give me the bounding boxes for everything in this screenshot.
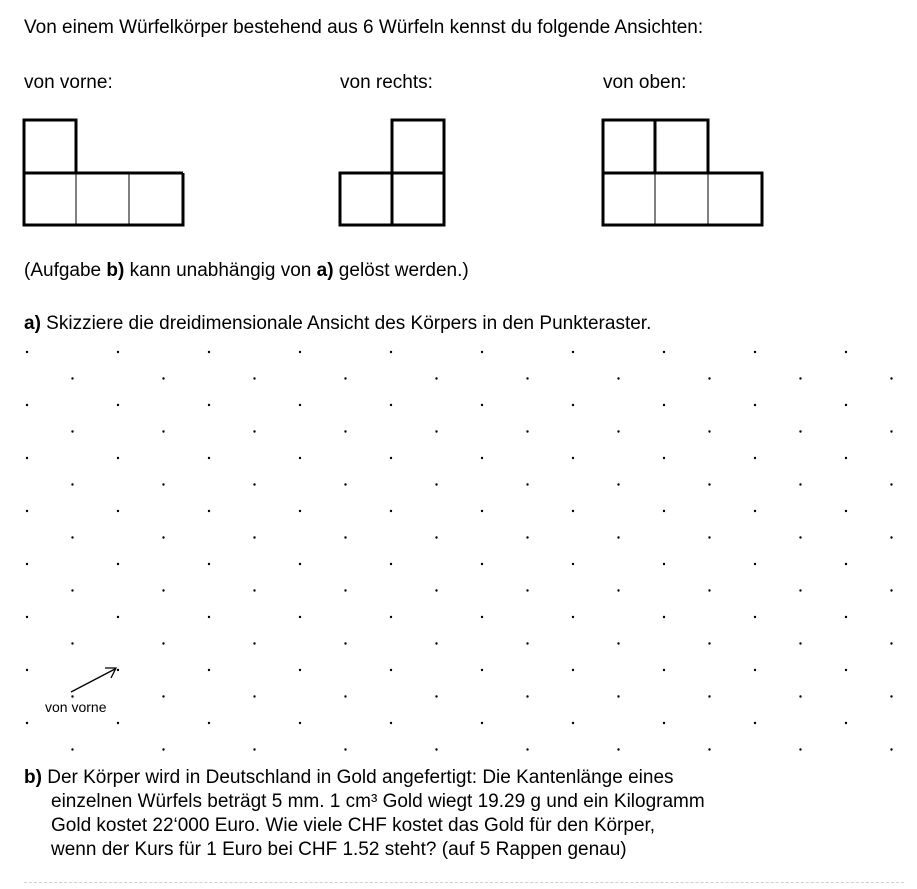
grid-dot <box>481 510 483 512</box>
grid-dot <box>754 563 756 565</box>
grid-dot <box>435 695 437 697</box>
task-a-text: Skizziere die dreidimensionale Ansicht des Körpers in den Punkteraster. <box>40 313 652 334</box>
grid-dot <box>299 722 301 724</box>
front-view-drawing <box>22 118 188 228</box>
grid-dot <box>435 430 437 432</box>
task-a <box>24 313 651 335</box>
grid-dot <box>572 351 574 353</box>
grid-dot <box>845 351 847 353</box>
task-b: b) Der Körper wird in Deutschland in Gold angefertigt: Die Kantenlänge eines einzelnen Würfels beträgt 5 mm. 1 cm³ Gold wiegt 19.29 g und ein Kilogramm Gold kostet 22‘000 Euro. Wie viele CHF kostet das Gold für den Körper, wenn der Kurs für 1 Euro bei CHF 1.52 steht? (auf 5 Rappen genau) <box>24 767 705 860</box>
grid-dot <box>299 510 301 512</box>
grid-dot <box>663 351 665 353</box>
grid-dot <box>117 510 119 512</box>
grid-dot <box>572 616 574 618</box>
grid-dot <box>162 748 164 750</box>
grid-dot <box>754 616 756 618</box>
grid-dot <box>481 563 483 565</box>
grid-dot <box>617 430 619 432</box>
grid-dot <box>526 377 528 379</box>
grid-dot <box>299 404 301 406</box>
grid-dot <box>390 563 392 565</box>
grid-dot <box>663 563 665 565</box>
task-b-label: b) <box>24 767 42 788</box>
grid-dot <box>799 748 801 750</box>
grid-dot <box>481 457 483 459</box>
grid-dot <box>708 536 710 538</box>
grid-dot <box>390 457 392 459</box>
grid-dot <box>26 351 28 353</box>
bottom-rule <box>24 882 904 883</box>
grid-dot <box>208 457 210 459</box>
grid-dot <box>162 483 164 485</box>
grid-dot <box>117 404 119 406</box>
grid-dot <box>799 695 801 697</box>
grid-dot <box>71 695 73 697</box>
grid-dot <box>253 748 255 750</box>
grid-dot <box>253 430 255 432</box>
grid-dot <box>481 616 483 618</box>
independence-note: (Aufgabe b) kann unabhängig von a) gelöst werden.) <box>24 260 469 281</box>
grid-dot <box>208 722 210 724</box>
isometric-dot-grid[interactable] <box>0 340 917 760</box>
grid-dot <box>890 642 892 644</box>
grid-dot <box>799 642 801 644</box>
grid-dot <box>208 669 210 671</box>
grid-dot <box>617 483 619 485</box>
grid-dot <box>799 536 801 538</box>
grid-dot <box>708 377 710 379</box>
grid-dot <box>708 589 710 591</box>
grid-dot <box>572 404 574 406</box>
grid-dot <box>435 483 437 485</box>
grid-dot <box>344 377 346 379</box>
grid-dot <box>572 510 574 512</box>
grid-dot <box>572 722 574 724</box>
task-a-label: a) <box>24 313 41 334</box>
grid-dot <box>117 457 119 459</box>
right-view-drawing <box>338 118 448 228</box>
grid-dot <box>890 377 892 379</box>
grid-dot <box>754 351 756 353</box>
grid-dot <box>71 430 73 432</box>
grid-dot <box>71 536 73 538</box>
grid-dot <box>117 351 119 353</box>
grid-dot <box>299 457 301 459</box>
grid-dot <box>663 722 665 724</box>
grid-dot <box>26 404 28 406</box>
grid-dot <box>390 669 392 671</box>
grid-dot <box>299 563 301 565</box>
grid-dot <box>663 669 665 671</box>
grid-dot <box>890 483 892 485</box>
grid-dot <box>299 669 301 671</box>
grid-dot <box>435 589 437 591</box>
top-view-drawing <box>601 118 767 228</box>
grid-dot <box>390 510 392 512</box>
grid-dot <box>344 536 346 538</box>
grid-dot <box>663 616 665 618</box>
grid-dot <box>572 669 574 671</box>
grid-dot <box>663 404 665 406</box>
grid-dot <box>299 351 301 353</box>
grid-dot <box>344 748 346 750</box>
grid-dot <box>117 722 119 724</box>
front-view-label: von vorne: <box>24 72 113 93</box>
grid-dot <box>71 483 73 485</box>
grid-dot <box>390 404 392 406</box>
grid-dot <box>799 483 801 485</box>
grid-dot <box>162 430 164 432</box>
grid-dot <box>617 695 619 697</box>
grid-dot <box>708 642 710 644</box>
grid-dot <box>617 642 619 644</box>
grid-dot <box>481 669 483 671</box>
grid-dot <box>617 589 619 591</box>
grid-dot <box>890 748 892 750</box>
grid-dot <box>799 430 801 432</box>
grid-dot <box>344 642 346 644</box>
grid-dot <box>208 616 210 618</box>
grid-dot <box>708 695 710 697</box>
front-direction-arrow <box>71 668 116 692</box>
grid-dot <box>799 377 801 379</box>
grid-dot <box>845 510 847 512</box>
grid-dot <box>253 642 255 644</box>
grid-dot <box>845 457 847 459</box>
grid-dot <box>117 616 119 618</box>
grid-dot <box>526 695 528 697</box>
grid-dot <box>526 536 528 538</box>
grid-dot <box>253 483 255 485</box>
grid-dot <box>890 589 892 591</box>
grid-dot <box>617 748 619 750</box>
grid-dot <box>799 589 801 591</box>
grid-dot <box>845 404 847 406</box>
grid-dot <box>754 669 756 671</box>
grid-dot <box>344 483 346 485</box>
grid-dot <box>117 563 119 565</box>
grid-dot <box>26 616 28 618</box>
grid-dot <box>208 510 210 512</box>
grid-dot <box>299 616 301 618</box>
grid-dot <box>390 722 392 724</box>
grid-dot <box>526 748 528 750</box>
grid-dot <box>26 722 28 724</box>
grid-dot <box>526 642 528 644</box>
grid-dot <box>162 589 164 591</box>
grid-dot <box>26 563 28 565</box>
grid-dot <box>754 457 756 459</box>
grid-dot <box>26 510 28 512</box>
grid-dot <box>663 457 665 459</box>
grid-dot <box>435 642 437 644</box>
grid-dot <box>526 483 528 485</box>
grid-dot <box>390 351 392 353</box>
grid-dot <box>162 695 164 697</box>
grid-dot <box>890 536 892 538</box>
grid-dot <box>708 430 710 432</box>
grid-dot <box>708 748 710 750</box>
grid-dot <box>344 430 346 432</box>
top-view-label: von oben: <box>603 72 687 93</box>
grid-dot <box>526 430 528 432</box>
grid-dot <box>117 669 119 671</box>
grid-dot <box>162 642 164 644</box>
grid-dot <box>390 616 392 618</box>
grid-dot <box>253 695 255 697</box>
grid-dot <box>208 563 210 565</box>
grid-dot <box>162 377 164 379</box>
grid-dot <box>71 589 73 591</box>
grid-dot <box>253 589 255 591</box>
grid-dot <box>526 589 528 591</box>
grid-dot <box>26 457 28 459</box>
grid-dot <box>435 536 437 538</box>
grid-dot <box>481 722 483 724</box>
grid-dot <box>71 748 73 750</box>
grid-dot <box>708 483 710 485</box>
arrow-label: von vorne <box>45 699 107 715</box>
grid-dot <box>617 536 619 538</box>
grid-dot <box>435 377 437 379</box>
grid-dot <box>481 351 483 353</box>
grid-dot <box>845 563 847 565</box>
grid-dot <box>208 351 210 353</box>
grid-dot <box>754 722 756 724</box>
grid-dot <box>572 457 574 459</box>
grid-dot <box>344 695 346 697</box>
right-view-label: von rechts: <box>340 72 433 93</box>
grid-dot <box>435 748 437 750</box>
grid-dot <box>162 536 164 538</box>
grid-dot <box>845 669 847 671</box>
grid-dot <box>253 377 255 379</box>
grid-dot <box>845 722 847 724</box>
grid-dot <box>754 510 756 512</box>
grid-dot <box>71 642 73 644</box>
grid-dot <box>572 563 574 565</box>
intro-text: Von einem Würfelkörper bestehend aus 6 Würfeln kennst du folgende Ansichten: <box>24 17 704 38</box>
grid-dot <box>754 404 756 406</box>
grid-dot <box>845 616 847 618</box>
grid-dot <box>71 377 73 379</box>
grid-dot <box>208 404 210 406</box>
grid-dot <box>617 377 619 379</box>
grid-dot <box>890 430 892 432</box>
grid-dot <box>344 589 346 591</box>
grid-dot <box>253 536 255 538</box>
grid-dot <box>890 695 892 697</box>
grid-dot <box>663 510 665 512</box>
grid-dot <box>26 669 28 671</box>
grid-dot <box>481 404 483 406</box>
